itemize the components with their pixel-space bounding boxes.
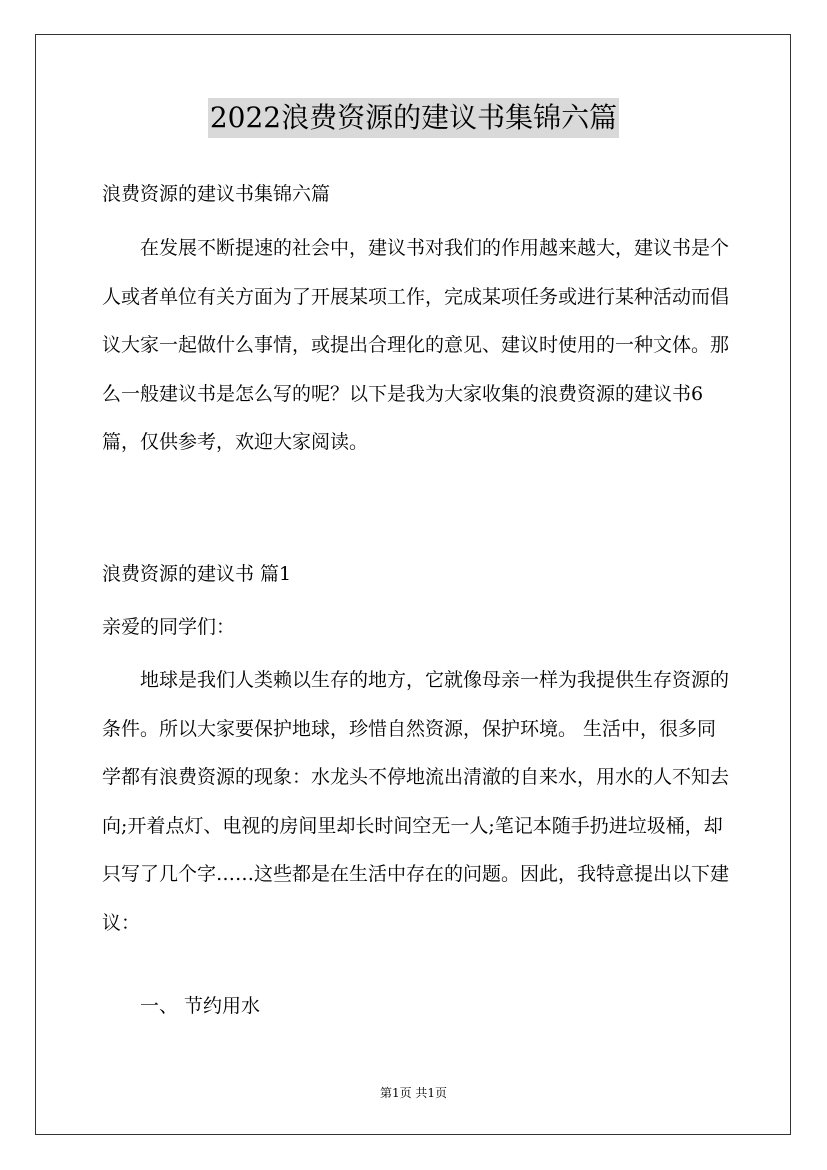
subtitle: 浪费资源的建议书集锦六篇 <box>102 183 331 205</box>
document-title: 2022浪费资源的建议书集锦六篇 <box>208 98 619 138</box>
body-paragraph: 地球是我们人类赖以生存的地方，它就像母亲一样为我提供生存资源的条件。所以大家要保护地球，珍惜自然资源，保护环境。 生活中，很多同学都有浪费资源的现象：水龙头不停地流出清澈的自来水，用水的人不知去向;开着点灯、电视的房间里却长时间空无一人;笔记本随手扔进垃圾桶，却只写了几个字……这些都是在生活中存在的问题。因此，我特意提出以下建议： <box>102 669 730 934</box>
list-item: 一、 节约用水 <box>140 995 261 1017</box>
salutation: 亲爱的同学们： <box>102 616 236 638</box>
title-container <box>0 98 827 138</box>
intro-paragraph: 在发展不断提速的社会中，建议书对我们的作用越来越大，建议书是个人或者单位有关方面为了开展某项工作，完成某项任务或进行某种活动而倡议大家一起做什么事情，或提出合理化的意见、建议时使用的一种文体。那么一般建议书是怎么写的呢？以下是我为大家收集的浪费资源的建议书6篇，仅供参考，欢迎大家阅读。 <box>102 237 730 453</box>
section-heading: 浪费资源的建议书 篇1 <box>102 563 292 585</box>
page-footer: 第1页 共1页 <box>379 1086 448 1100</box>
